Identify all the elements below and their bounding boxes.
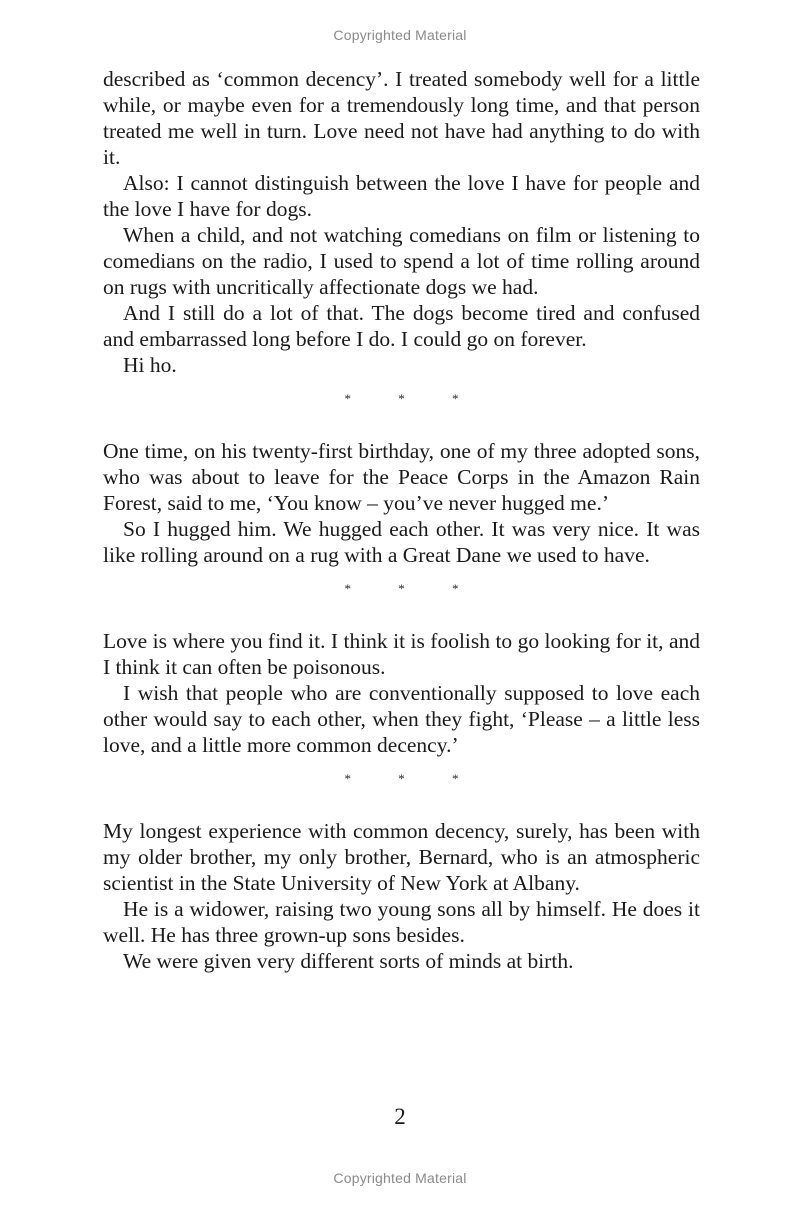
copyright-watermark-bottom: Copyrighted Material xyxy=(333,1170,467,1186)
copyright-watermark-top: Copyrighted Material xyxy=(333,27,467,43)
paragraph: described as ‘common decency’. I treated somebody well for a little while, or maybe even for a tremendously long time, and that person treated me well in turn. Love need not have had anything to do with it. xyxy=(103,67,700,169)
paragraph: He is a widower, raising two young sons all by himself. He does it well. He has three grown-up sons besides. xyxy=(103,897,700,947)
paragraph: Love is where you find it. I think it is foolish to go looking for it, and I think it can often be poisonous. xyxy=(103,629,700,679)
paragraph: When a child, and not watching comedians on film or listening to comedians on the radio, I used to spend a lot of time rolling around on rugs with uncritically affectionate dogs we had. xyxy=(103,223,700,299)
paragraph: We were given very different sorts of minds at birth. xyxy=(123,949,574,973)
paragraph: One time, on his twenty-first birthday, one of my three adopted sons, who was about to leave for the Peace Corps in the Amazon Rain Forest, said to me, ‘You know – you’ve never hugged me.’ xyxy=(103,439,700,515)
section-break: * * * xyxy=(344,391,481,406)
section-break: * * * xyxy=(344,771,481,786)
page-number: 2 xyxy=(394,1104,406,1129)
paragraph: So I hugged him. We hugged each other. It was very nice. It was like rolling around on a rug with a Great Dane we used to have. xyxy=(103,517,700,567)
paragraph: I wish that people who are conventionally supposed to love each other would say to each other, when they fight, ‘Please – a little less love, and a little more common decency.’ xyxy=(103,681,700,757)
paragraph: My longest experience with common decency, surely, has been with my older brother, my only brother, Bernard, who is an atmospheric scientist in the State University of New York at Albany. xyxy=(103,819,700,895)
paragraph: Hi ho. xyxy=(123,353,177,377)
section-break: * * * xyxy=(344,581,481,596)
page-text xyxy=(103,66,700,974)
paragraph: Also: I cannot distinguish between the love I have for people and the love I have for dogs. xyxy=(103,171,700,221)
paragraph: And I still do a lot of that. The dogs become tired and confused and embarrassed long before I do. I could go on forever. xyxy=(103,301,700,351)
